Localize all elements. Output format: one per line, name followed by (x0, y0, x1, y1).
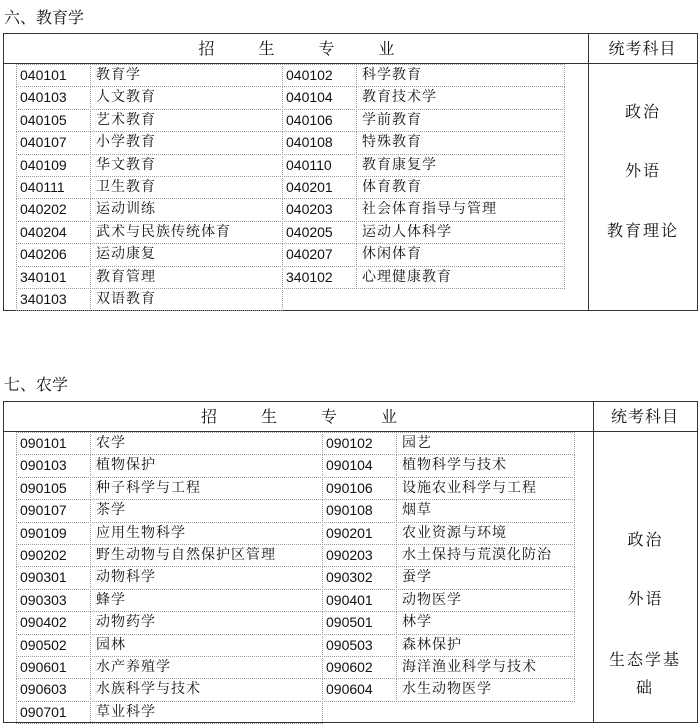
major-name: 植物保护 (96, 457, 156, 474)
major-entry (4, 288, 156, 310)
major-code: 040201 (286, 179, 333, 195)
major-code: 090102 (326, 435, 373, 451)
major-name: 蜂学 (96, 591, 126, 608)
major-name: 种子科学与工程 (96, 479, 201, 496)
table-header (4, 34, 697, 64)
major-code: 090604 (326, 681, 373, 698)
major-name: 农学 (96, 435, 126, 451)
major-code: 090108 (326, 502, 373, 519)
major-name: 园林 (96, 636, 126, 653)
major-code: 090601 (20, 659, 67, 675)
major-code: 040104 (286, 89, 333, 106)
major-name: 华文教育 (96, 156, 156, 173)
major-code: 090502 (20, 636, 67, 653)
major-name: 科学教育 (362, 67, 422, 83)
major-name: 水生动物医学 (402, 681, 492, 698)
major-code: 090101 (20, 435, 67, 451)
unified-subject: 政治 (624, 102, 661, 121)
major-code: 090602 (326, 659, 373, 675)
major-name: 艺术教育 (96, 111, 156, 128)
major-code: 090402 (20, 614, 67, 631)
major-name: 教育学 (96, 67, 141, 83)
unified-subject: 教育理论 (606, 221, 679, 240)
major-code: 040108 (286, 134, 333, 151)
edu-table (3, 33, 698, 311)
major-name: 教育管理 (96, 268, 156, 285)
major-code: 090106 (326, 479, 373, 496)
major-code: 040111 (20, 179, 65, 195)
major-code: 040110 (286, 156, 332, 173)
major-code: 090202 (20, 547, 67, 563)
major-code: 340102 (286, 268, 333, 285)
major-name: 人文教育 (96, 89, 156, 106)
major-code: 090701 (20, 703, 67, 720)
major-name: 动物药学 (96, 614, 156, 631)
major-name: 体育教育 (362, 179, 422, 195)
majors-header: 招生专业 (200, 407, 441, 426)
major-code: 090104 (326, 457, 373, 474)
major-code: 040107 (20, 134, 67, 151)
major-code: 090501 (326, 614, 373, 631)
major-code: 040102 (286, 67, 333, 83)
unified-subject: 外语 (627, 589, 664, 608)
major-code: 090107 (20, 502, 67, 519)
section-title: 六、教育学 (4, 8, 85, 27)
major-code: 040109 (20, 156, 67, 173)
major-code: 090303 (20, 591, 67, 608)
major-code: 340103 (20, 291, 67, 307)
major-name: 农业资源与环境 (402, 524, 507, 541)
unified-subject: 生态学基础 (608, 650, 681, 697)
unified-subject: 政治 (627, 530, 664, 549)
major-name: 卫生教育 (96, 179, 156, 195)
major-code: 040202 (20, 201, 67, 218)
major-name: 烟草 (402, 502, 432, 519)
major-code: 090203 (326, 547, 373, 563)
major-code: 040207 (286, 246, 333, 263)
major-code: 040203 (286, 201, 333, 218)
major-code: 040206 (20, 246, 67, 263)
section-title: 七、农学 (4, 375, 69, 394)
major-code: 090401 (326, 591, 373, 608)
major-name: 蚕学 (402, 569, 432, 586)
major-name: 动物科学 (96, 569, 156, 586)
major-code: 040204 (20, 223, 67, 240)
major-name: 野生动物与自然保护区管理 (96, 547, 276, 563)
major-name: 水产养殖学 (96, 659, 171, 675)
major-name: 森林保护 (402, 636, 462, 653)
major-name: 茶学 (96, 502, 126, 519)
major-name: 休闲体育 (362, 246, 422, 263)
major-code: 040101 (20, 67, 67, 83)
major-code: 090105 (20, 479, 67, 496)
major-name: 运动人体科学 (362, 223, 452, 240)
major-name: 心理健康教育 (362, 268, 452, 285)
unified-subjects-header: 统考科目 (608, 39, 677, 58)
major-code: 090603 (20, 681, 67, 698)
major-code: 090503 (326, 636, 373, 653)
major-name: 水土保持与荒漠化防治 (402, 547, 552, 563)
major-name: 动物医学 (402, 591, 462, 608)
major-name: 学前教育 (362, 111, 422, 128)
major-name: 教育技术学 (362, 89, 437, 106)
column-divider (588, 34, 589, 310)
major-name: 设施农业科学与工程 (402, 479, 537, 496)
major-entry (4, 701, 156, 723)
major-name: 海洋渔业科学与技术 (402, 659, 537, 675)
major-name: 水族科学与技术 (96, 681, 201, 698)
major-code: 040106 (286, 111, 333, 128)
major-code: 090201 (326, 524, 373, 541)
unified-subject: 外语 (624, 161, 661, 180)
major-code: 040103 (20, 89, 67, 106)
major-name: 小学教育 (96, 134, 156, 151)
major-code: 340101 (20, 268, 67, 285)
major-name: 运动康复 (96, 246, 156, 263)
major-code: 090109 (20, 524, 67, 541)
majors-header: 招生专业 (198, 39, 439, 58)
unified-subjects-header: 统考科目 (610, 407, 679, 426)
major-name: 武术与民族传统体育 (96, 223, 231, 240)
major-code: 040205 (286, 223, 333, 240)
major-name: 教育康复学 (362, 156, 437, 173)
major-name: 林学 (402, 614, 432, 631)
major-name: 应用生物科学 (96, 524, 186, 541)
major-name: 双语教育 (96, 291, 156, 307)
agri-table (3, 401, 698, 723)
major-code: 090301 (20, 569, 67, 586)
major-name: 运动训练 (96, 201, 156, 218)
major-code: 090103 (20, 457, 67, 474)
major-code: 040105 (20, 111, 67, 128)
major-name: 特殊教育 (362, 134, 422, 151)
column-divider (593, 402, 594, 722)
major-code: 090302 (326, 569, 373, 586)
major-name: 植物科学与技术 (402, 457, 507, 474)
major-name: 园艺 (402, 435, 432, 451)
major-name: 社会体育指导与管理 (362, 201, 497, 218)
major-name: 草业科学 (96, 703, 156, 720)
